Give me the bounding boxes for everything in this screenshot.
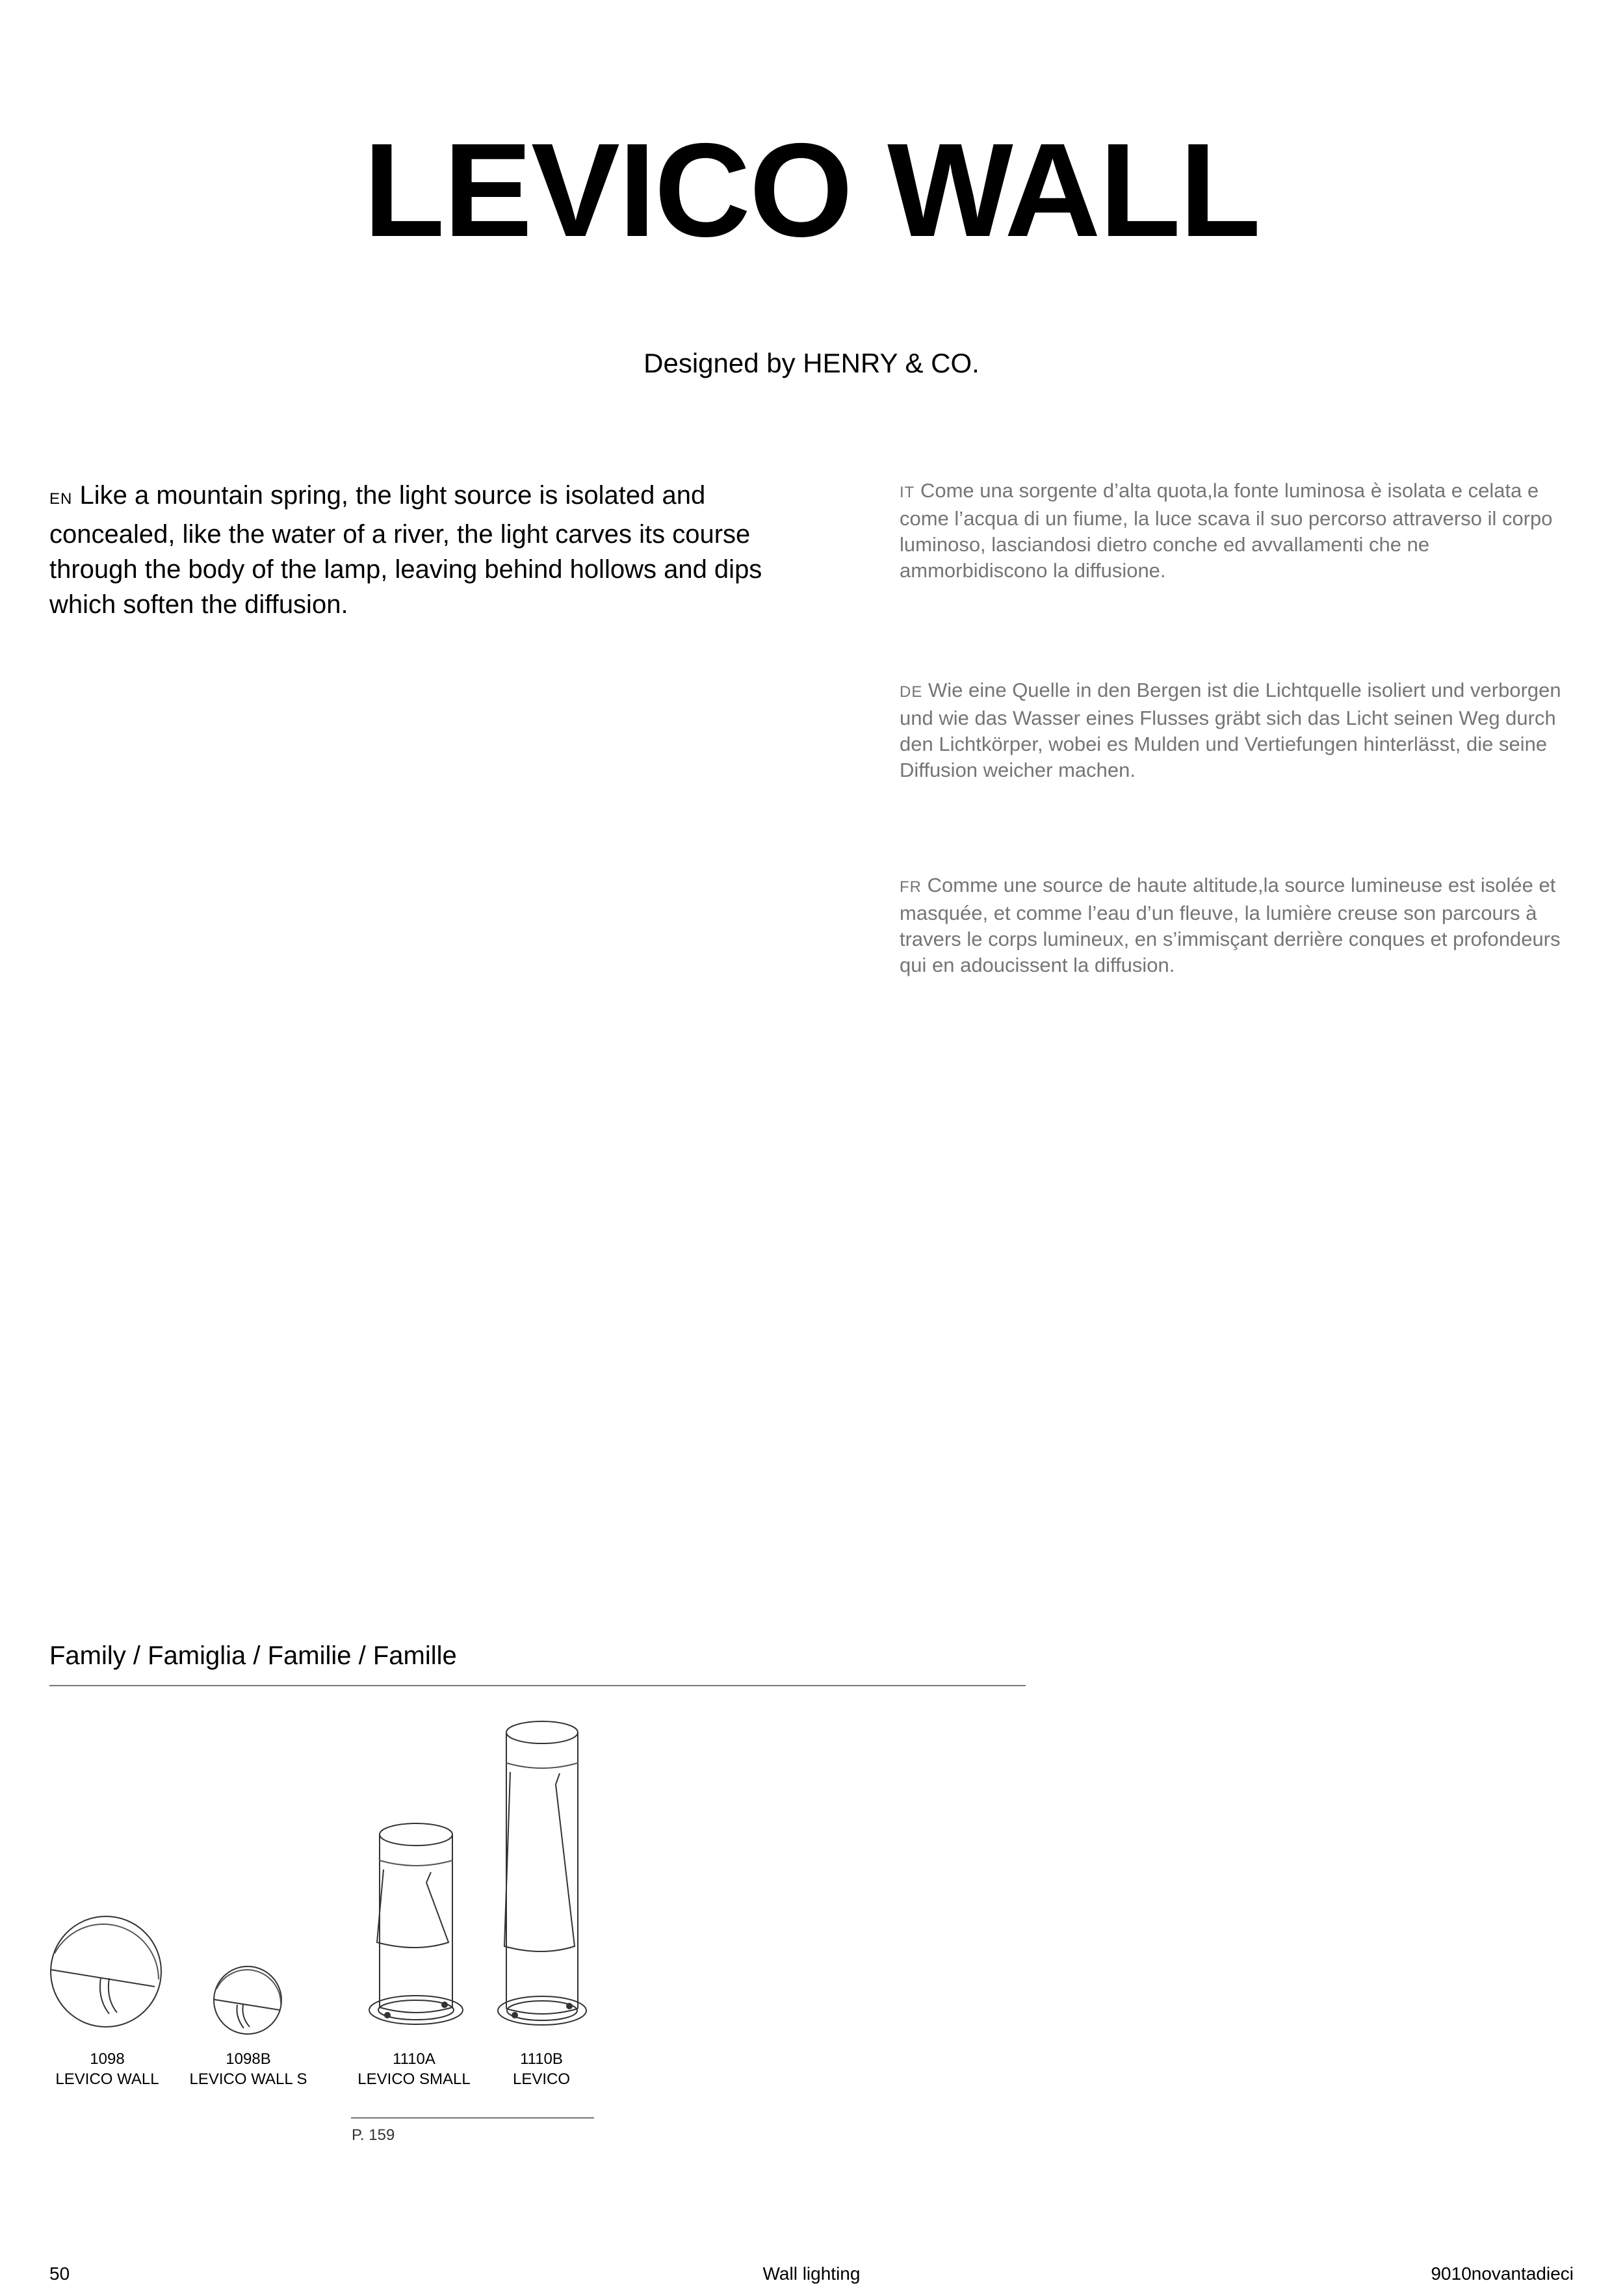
family-item-code: 1110B	[520, 2050, 563, 2068]
family-item-name: LEVICO WALL S	[189, 2070, 307, 2088]
round-wall-lamp-icon	[51, 1916, 161, 2027]
family-divider	[49, 1685, 1026, 1686]
page-title: LEVICO WALL	[363, 116, 1260, 265]
family-item-1098b	[170, 2049, 326, 2089]
family-item-code: 1110A	[393, 2050, 435, 2068]
description-en-text: Like a mountain spring, the light source is isolated and concealed, like the water of a river, the light carves its course through the body of the lamp, leaving behind hollows and dips which soften the diffusion.	[49, 481, 762, 619]
footer-page-number: 50	[49, 2263, 70, 2284]
family-heading: Family / Famiglia / Familie / Famille	[49, 1641, 457, 1670]
description-de	[900, 677, 1569, 783]
description-de-text: Wie eine Quelle in den Bergen ist die Lichtquelle isoliert und verborgen und wie das Wasser eines Flusses gräbt sich das Licht seinen Weg durch den Lichtkörper, wobei es Mulden und Vertiefungen hinterlässt, die seine Diffusion weicher machen.	[900, 679, 1561, 781]
lang-tag-it: IT	[900, 484, 915, 501]
footer-section: Wall lighting	[762, 2263, 861, 2284]
small-round-wall-lamp-icon	[214, 1966, 281, 2034]
short-bollard-icon	[369, 1823, 463, 2024]
description-it-text: Come una sorgente d’alta quota,la fonte luminosa è isolata e celata e come l’acqua di un fiume, la luce scava il suo percorso attraverso il corpo luminoso, lasciandosi dietro conche ed avvallamenti che ne ammorbidiscono la diffusione.	[900, 479, 1553, 582]
family-item-1098	[29, 2049, 185, 2089]
description-en	[49, 478, 816, 622]
family-drawings	[0, 1690, 650, 2054]
page-reference: P. 159	[352, 2126, 395, 2144]
tall-bollard-icon	[498, 1721, 586, 2025]
description-fr-text: Comme une source de haute altitude,la source lumineuse est isolée et masquée, et comme l’eau d’un fleuve, la lumière creuse son parcours à travers le corps lumineux, en s’immisçant derrière conques et profondeurs qui en adoucissent la diffusion.	[900, 874, 1561, 976]
family-item-code: 1098	[90, 2050, 125, 2068]
lang-tag-en: EN	[49, 490, 73, 508]
family-item-code: 1098B	[226, 2050, 271, 2068]
family-item-name: LEVICO	[512, 2070, 571, 2088]
family-item-name: LEVICO SMALL	[357, 2070, 471, 2088]
description-fr	[900, 872, 1569, 978]
designer-credit: Designed by HENRY & CO.	[643, 348, 980, 378]
family-item-name: LEVICO WALL	[55, 2070, 159, 2088]
page-reference-divider	[351, 2117, 594, 2119]
lang-tag-fr: FR	[900, 878, 922, 896]
footer-brand: 9010novantadieci	[1431, 2263, 1574, 2284]
family-item-1110b	[463, 2049, 619, 2089]
lang-tag-de: DE	[900, 683, 923, 701]
description-it	[900, 478, 1569, 584]
